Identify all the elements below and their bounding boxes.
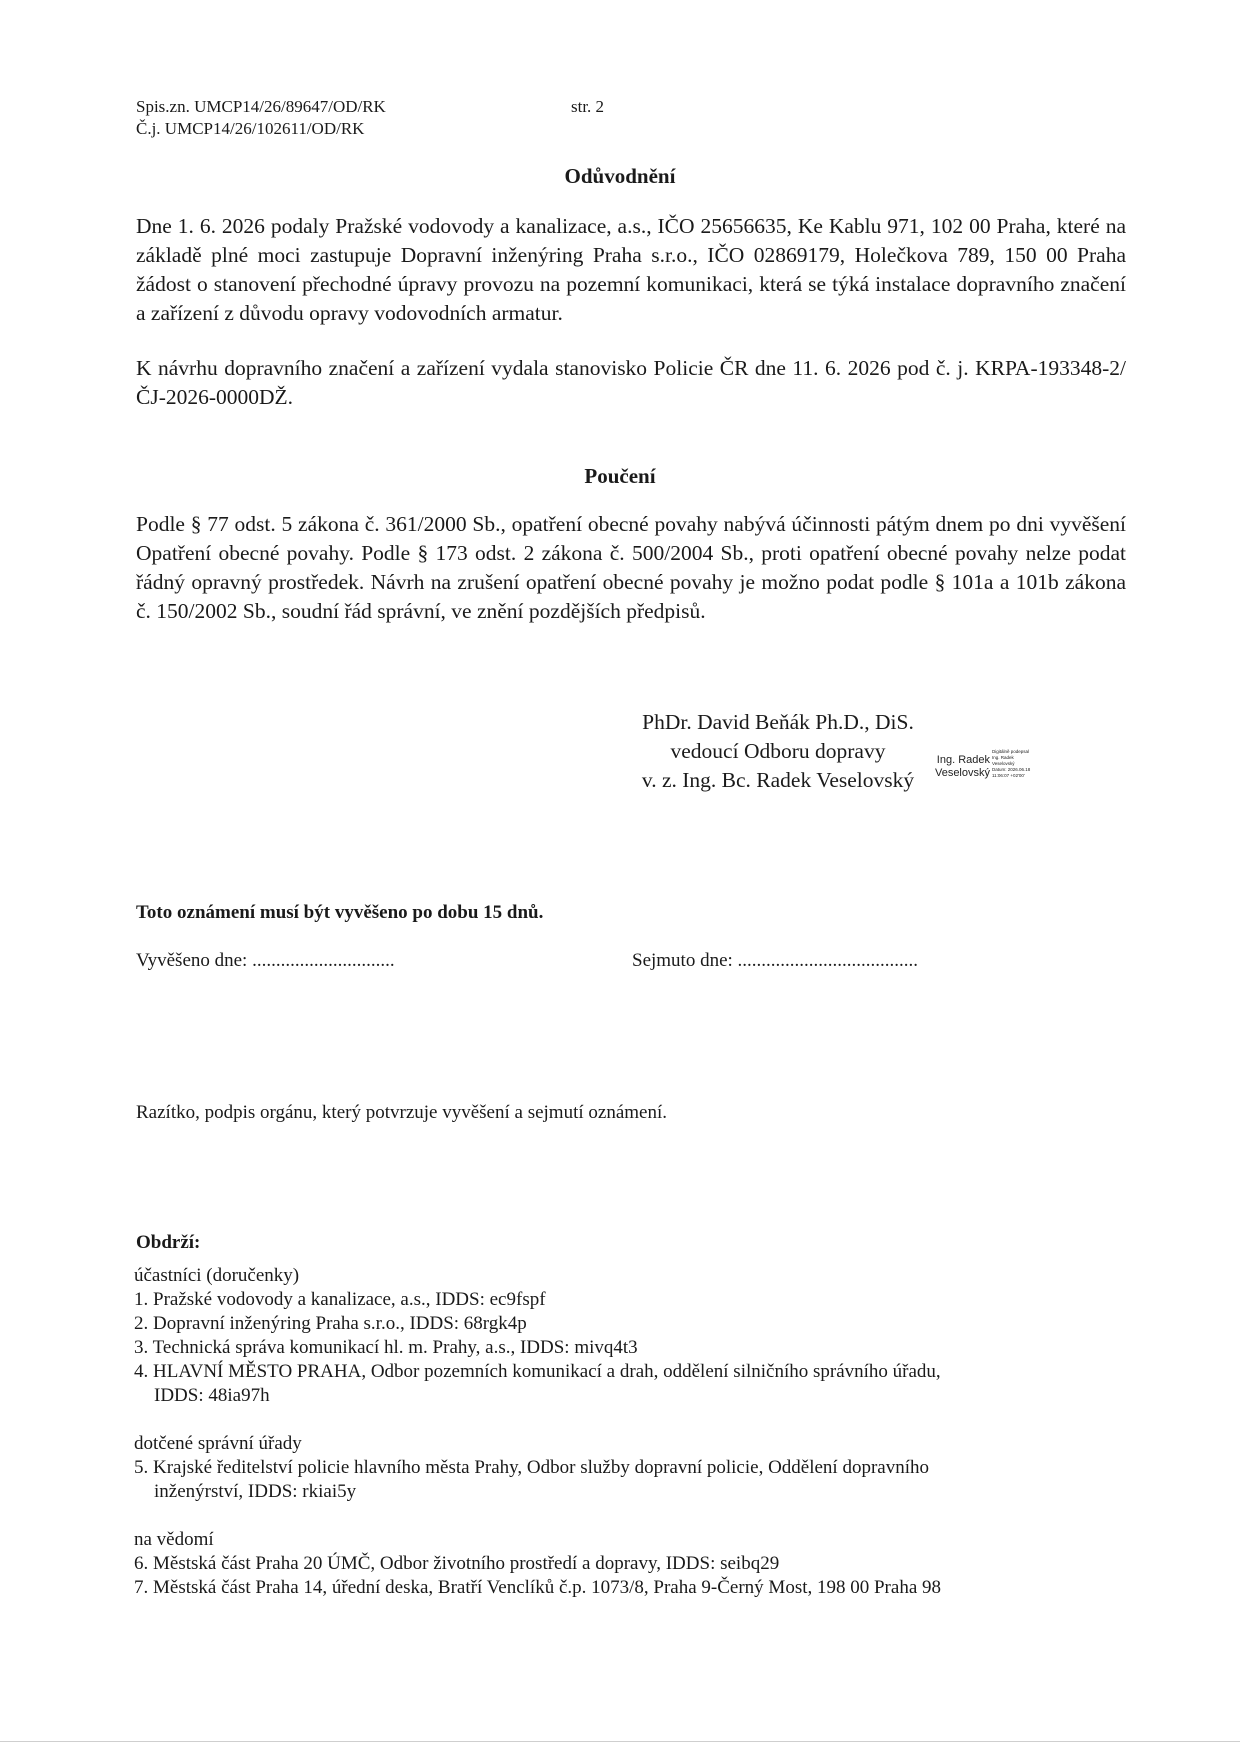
section-heading-pouceni: Poučení (584, 464, 656, 488)
signatory-role: vedoucí Odboru dopravy (670, 739, 886, 763)
list-item: 4. HLAVNÍ MĚSTO PRAHA, Odbor pozemních komunikací a drah, oddělení silničního správního úřadu, (134, 1361, 941, 1382)
recipient-group-label: dotčené správní úřady (134, 1433, 302, 1454)
list-item: 7. Městská část Praha 14, úřední deska, Bratří Venclíků č.p. 1073/8, Praha 9-Černý Most, 198 00 Praha 98 (134, 1577, 941, 1598)
list-item: 2. Dopravní inženýring Praha s.r.o., IDDS: 68rgk4p (134, 1313, 527, 1334)
signatory-deputy: v. z. Ing. Bc. Radek Veselovský (641, 768, 915, 792)
paragraph-application: Dne 1. 6. 2026 podaly Pražské vodovody a kanalizace, a.s., IČO 25656635, Ke Kablu 971, 102 00 Praha, které na základě plné moci zastupuje Dopravní inženýring Praha s.r.o., IČO 02869179, Holečkova 789, 150 00 Praha žádost o stanovení přechodné úpravy provozu na pozemní komunikaci, která se týká instalace dopravního značení a zařízení z důvodu opravy vodovodních armatur. (136, 214, 1126, 325)
scan-edge-line (0, 1741, 1240, 1742)
spis-zn: Spis.zn. UMCP14/26/89647/OD/RK (136, 97, 386, 116)
section-heading-oduvodneni: Odůvodnění (564, 164, 676, 188)
signature-block (628, 708, 928, 795)
list-item: 3. Technická správa komunikací hl. m. Prahy, a.s., IDDS: mivq4t3 (134, 1337, 638, 1358)
signatory-name: PhDr. David Beňák Ph.D., DiS. (642, 710, 914, 734)
posted-date-field: Vyvěšeno dne: .............................. (136, 950, 395, 971)
cj-number: Č.j. UMCP14/26/102611/OD/RK (136, 119, 365, 138)
stamp-signature-line: Razítko, podpis orgánu, který potvrzuje vyvěšení a sejmutí oznámení. (136, 1102, 667, 1123)
paragraph-police-opinion: K návrhu dopravního značení a zařízení vydala stanovisko Policie ČR dne 11. 6. 2026 pod č. j. KRPA-193348-2/ČJ-2026-0000DŽ. (136, 356, 1126, 409)
page-number: str. 2 (571, 97, 605, 116)
recipient-group-label: na vědomí (134, 1529, 214, 1550)
list-item: 6. Městská část Praha 20 ÚMČ, Odbor životního prostředí a dopravy, IDDS: seibq29 (134, 1553, 780, 1574)
recipient-group-label: účastníci (doručenky) (134, 1265, 300, 1286)
digital-signature-stamp: Ing. Radek Veselovský Digitálně podepsal Ing. Radek Veselovský Datum: 2026.06.18 11:06:07 +02'00' (934, 749, 1031, 779)
recipients-list (134, 1264, 1134, 1600)
list-item-continuation: inženýrství, IDDS: rkiai5y (154, 1481, 357, 1502)
list-item: 1. Pražské vodovody a kanalizace, a.s., IDDS: ec9fspf (134, 1289, 546, 1310)
recipients-heading: Obdrží: (136, 1232, 201, 1253)
posting-notice: Toto oznámení musí být vyvěšeno po dobu 15 dnů. (136, 902, 544, 923)
list-item-continuation: IDDS: 48ia97h (154, 1385, 270, 1406)
file-reference (136, 96, 386, 140)
removed-date-field: Sejmuto dne: ...................................... (632, 950, 919, 971)
paragraph-instruction: Podle § 77 odst. 5 zákona č. 361/2000 Sb., opatření obecné povahy nabývá účinnosti pátým dnem po dni vyvěšení Opatření obecné povahy. Podle § 173 odst. 2 zákona č. 500/2004 Sb., proti opatření obecné povahy nelze podat řádný opravný prostředek. Návrh na zrušení opatření obecné povahy je možno podat podle § 101a a 101b zákona č. 150/2002 Sb., soudní řád správní, ve znění pozdějších předpisů. (136, 512, 1126, 623)
list-item: 5. Krajské ředitelství policie hlavního města Prahy, Odbor služby dopravní policie, Oddělení dopravního (134, 1457, 930, 1478)
